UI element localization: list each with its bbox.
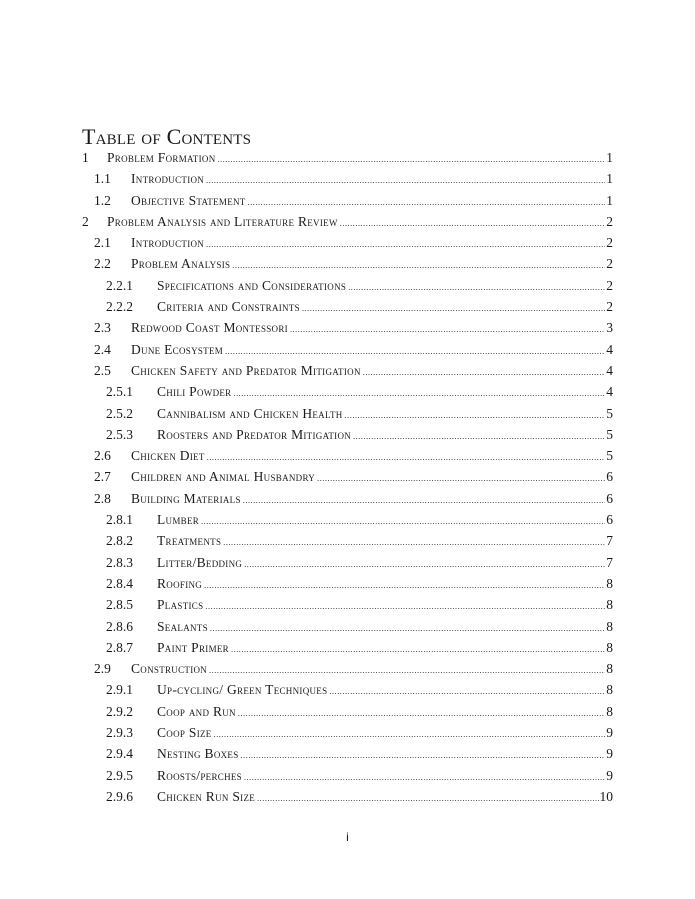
toc-entry[interactable] — [0, 679, 695, 700]
toc-entry[interactable] — [0, 381, 695, 402]
toc-entry-label[interactable]: Construction — [131, 661, 208, 677]
toc-entry-number: 2.8.3 — [106, 554, 133, 570]
toc-entry[interactable] — [0, 424, 695, 445]
toc-entry-line — [131, 168, 613, 191]
toc-entry[interactable] — [0, 552, 695, 573]
toc-entry-line — [157, 679, 613, 702]
toc-entry-line — [157, 786, 613, 809]
toc-entry-line — [157, 743, 613, 766]
toc-entry-page: 2 — [606, 256, 613, 272]
toc-entry-label[interactable]: Redwood Coast Montessori — [131, 320, 288, 336]
toc-entry-number: 2.9 — [94, 661, 111, 677]
toc-dot-leader — [248, 192, 606, 213]
toc-entry-page: 2 — [606, 299, 613, 315]
toc-entry-line — [131, 190, 613, 213]
toc-entry[interactable] — [0, 232, 695, 253]
toc-entry-label[interactable]: Children and Animal Husbandry — [131, 469, 316, 485]
toc-entry[interactable] — [0, 168, 695, 189]
toc-entry-number: 2.5 — [94, 362, 111, 378]
toc-entry-label[interactable]: Coop and Run — [157, 703, 236, 719]
toc-entry-page: 8 — [606, 639, 613, 655]
toc-dot-leader — [348, 277, 605, 298]
toc-entry-line — [131, 232, 613, 255]
toc-entry-line — [131, 360, 613, 383]
toc-entry-label[interactable]: Chicken Safety and Predator Mitigation — [131, 362, 361, 378]
toc-dot-leader — [232, 255, 605, 276]
toc-entry-page: 4 — [606, 341, 613, 357]
toc-entry[interactable] — [0, 147, 695, 168]
toc-entry-label[interactable]: Nesting Boxes — [157, 746, 239, 762]
toc-entry-page: 8 — [606, 703, 613, 719]
toc-entry-page: 8 — [606, 661, 613, 677]
toc-entry-number: 2.1 — [94, 235, 111, 251]
toc-entry[interactable] — [0, 488, 695, 509]
toc-entry-page: 1 — [606, 192, 613, 208]
toc-entry-number: 2.8.1 — [106, 512, 133, 528]
toc-entry-number: 2.6 — [94, 448, 111, 464]
toc-entry-line — [131, 253, 613, 276]
toc-entry-number: 2.8.6 — [106, 618, 133, 634]
toc-entry-page: 6 — [606, 490, 613, 506]
toc-dot-leader — [205, 596, 605, 617]
toc-dot-leader — [233, 383, 605, 404]
toc-entry-page: 8 — [606, 618, 613, 634]
toc-entry-number: 2.4 — [94, 341, 111, 357]
toc-entry-line — [157, 424, 613, 447]
toc-dot-leader — [201, 511, 605, 532]
toc-entry[interactable] — [0, 296, 695, 317]
toc-entry-line — [157, 275, 613, 298]
toc-entry[interactable] — [0, 594, 695, 615]
toc-entry[interactable] — [0, 190, 695, 211]
toc-entry-number: 2 — [82, 213, 89, 229]
toc-entry-page: 2 — [606, 235, 613, 251]
toc-entry-page: 2 — [606, 277, 613, 293]
toc-entry-page: 4 — [606, 362, 613, 378]
toc-title: Table of Contents — [82, 124, 252, 149]
toc-entry-page: 3 — [606, 320, 613, 336]
toc-entry-page: 9 — [606, 767, 613, 783]
toc-dot-leader — [225, 341, 605, 362]
toc-entry[interactable] — [0, 253, 695, 274]
toc-entry[interactable] — [0, 445, 695, 466]
toc-entry[interactable] — [0, 743, 695, 764]
toc-entry-page: 9 — [606, 725, 613, 741]
toc-entry-label[interactable]: Lumber — [157, 512, 200, 528]
toc-entry-line — [157, 403, 613, 426]
toc-entry[interactable] — [0, 786, 695, 807]
toc-entry-label[interactable]: Introduction — [131, 235, 205, 251]
toc-dot-leader — [353, 426, 605, 447]
toc-dot-leader — [206, 234, 605, 255]
toc-entry-page: 5 — [606, 448, 613, 464]
toc-entry[interactable] — [0, 573, 695, 594]
toc-entry-page: 2 — [606, 213, 613, 229]
toc-dot-leader — [244, 767, 605, 788]
toc-entry-number: 2.9.1 — [106, 682, 133, 698]
toc-dot-leader — [257, 788, 598, 809]
toc-entry[interactable] — [0, 466, 695, 487]
toc-entry-page: 6 — [606, 469, 613, 485]
toc-entry-line — [131, 339, 613, 362]
toc-dot-leader — [363, 362, 606, 383]
toc-entry-label[interactable]: Chicken Run Size — [157, 788, 256, 804]
toc-entry-label[interactable]: Problem Analysis and Literature Review — [107, 213, 338, 229]
toc-dot-leader — [340, 213, 606, 234]
toc-entry-line — [131, 445, 613, 468]
toc-entry-number: 2.9.5 — [106, 767, 133, 783]
toc-entry-page: 10 — [599, 788, 613, 804]
toc-entry-number: 2.9.4 — [106, 746, 133, 762]
toc-entry-label[interactable]: Chicken Diet — [131, 448, 205, 464]
toc-entry-number: 2.5.2 — [106, 405, 133, 421]
toc-entry-page: 5 — [606, 405, 613, 421]
toc-entry-line — [157, 616, 613, 639]
toc-dot-leader — [207, 447, 606, 468]
toc-dot-leader — [345, 405, 606, 426]
toc-entry-label[interactable]: Specifications and Considerations — [157, 277, 347, 293]
toc-entry-line — [157, 509, 613, 532]
toc-entry-line — [157, 381, 613, 404]
toc-entry[interactable] — [0, 360, 695, 381]
toc-entry-line — [107, 147, 613, 170]
toc-entry-page: 9 — [606, 746, 613, 762]
toc-entry[interactable] — [0, 403, 695, 424]
toc-entry[interactable] — [0, 339, 695, 360]
toc-entry[interactable] — [0, 616, 695, 637]
footer-page-number: i — [346, 830, 349, 844]
toc-entry[interactable] — [0, 765, 695, 786]
toc-entry-label[interactable]: Problem Analysis — [131, 256, 231, 272]
toc-entry-label[interactable]: Litter/Bedding — [157, 554, 243, 570]
toc-dot-leader — [241, 745, 606, 766]
toc-entry-number: 2.2 — [94, 256, 111, 272]
toc-entry-label[interactable]: Treatments — [157, 533, 222, 549]
toc-entry-number: 1.1 — [94, 171, 111, 187]
toc-entry-number: 2.5.3 — [106, 426, 133, 442]
toc-entry-page: 8 — [606, 597, 613, 613]
toc-entry-line — [107, 211, 613, 234]
toc-entry[interactable] — [0, 637, 695, 658]
toc-entry-line — [157, 573, 613, 596]
toc-entry-number: 2.9.6 — [106, 788, 133, 804]
toc-dot-leader — [218, 149, 606, 170]
toc-entry-label[interactable]: Plastics — [157, 597, 204, 613]
toc-entry-page: 6 — [606, 512, 613, 528]
toc-entry-line — [157, 552, 613, 575]
toc-list — [0, 147, 695, 807]
toc-entry-page: 8 — [606, 575, 613, 591]
toc-entry-number: 2.5.1 — [106, 384, 133, 400]
toc-entry-label[interactable]: Problem Formation — [107, 150, 216, 165]
toc-entry-label[interactable]: Chili Powder — [157, 384, 232, 400]
toc-entry-number: 1.2 — [94, 192, 111, 208]
toc-entry-page: 7 — [606, 554, 613, 570]
toc-entry-line — [157, 765, 613, 788]
toc-entry[interactable] — [0, 658, 695, 679]
toc-entry-page: 8 — [606, 682, 613, 698]
toc-dot-leader — [329, 681, 605, 702]
toc-entry-number: 1 — [82, 150, 89, 165]
toc-dot-leader — [210, 618, 605, 639]
toc-entry-number: 2.8.2 — [106, 533, 133, 549]
toc-dot-leader — [223, 532, 605, 553]
toc-entry[interactable] — [0, 701, 695, 722]
toc-entry-number: 2.9.2 — [106, 703, 133, 719]
toc-entry-label[interactable]: Roosts/perches — [157, 767, 242, 783]
toc-entry-number: 2.2.1 — [106, 277, 133, 293]
toc-dot-leader — [302, 298, 605, 319]
toc-entry-page: 4 — [606, 384, 613, 400]
toc-dot-leader — [204, 575, 605, 596]
toc-dot-leader — [243, 490, 605, 511]
toc-entry-page: 1 — [606, 171, 613, 187]
toc-entry-number: 2.3 — [94, 320, 111, 336]
toc-entry-number: 2.7 — [94, 469, 111, 485]
toc-dot-leader — [209, 660, 605, 681]
toc-entry-line — [131, 658, 613, 681]
toc-entry-page: 1 — [606, 150, 613, 165]
toc-dot-leader — [214, 724, 606, 745]
toc-entry-line — [131, 317, 613, 340]
toc-entry-label[interactable]: Roosters and Predator Mitigation — [157, 426, 352, 442]
toc-dot-leader — [317, 468, 605, 489]
toc-dot-leader — [231, 639, 605, 660]
toc-entry-line — [157, 530, 613, 553]
toc-dot-leader — [290, 319, 605, 340]
toc-entry-number: 2.8.5 — [106, 597, 133, 613]
toc-entry-number: 2.2.2 — [106, 299, 133, 315]
toc-entry-label[interactable]: Objective Statement — [131, 192, 246, 208]
toc-entry-line — [157, 637, 613, 660]
toc-entry-number: 2.9.3 — [106, 725, 133, 741]
toc-entry-line — [157, 594, 613, 617]
toc-entry-number: 2.8 — [94, 490, 111, 506]
toc-entry-label[interactable]: Paint Primer — [157, 639, 229, 655]
toc-entry[interactable] — [0, 211, 695, 232]
toc-dot-leader — [238, 703, 605, 724]
toc-entry-line — [131, 488, 613, 511]
toc-entry-label[interactable]: Coop Size — [157, 725, 212, 741]
toc-entry-number: 2.8.7 — [106, 639, 133, 655]
toc-entry[interactable] — [0, 275, 695, 296]
toc-entry-label[interactable]: Dune Ecosystem — [131, 341, 224, 357]
toc-entry-label[interactable]: Up-cycling/ Green Techniques — [157, 682, 328, 698]
toc-entry-line — [157, 722, 613, 745]
toc-entry-label[interactable]: Criteria and Constraints — [157, 299, 300, 315]
toc-entry-page: 5 — [606, 426, 613, 442]
toc-entry-number: 2.8.4 — [106, 575, 133, 591]
toc-entry[interactable] — [0, 722, 695, 743]
toc-entry-label[interactable]: Sealants — [157, 618, 208, 634]
toc-entry-line — [157, 296, 613, 319]
toc-entry-label[interactable]: Building Materials — [131, 490, 241, 506]
toc-entry[interactable] — [0, 509, 695, 530]
toc-entry-page: 7 — [606, 533, 613, 549]
toc-entry-line — [131, 466, 613, 489]
toc-entry[interactable] — [0, 530, 695, 551]
toc-dot-leader — [206, 170, 605, 191]
toc-entry[interactable] — [0, 317, 695, 338]
toc-entry-label[interactable]: Cannibalism and Chicken Health — [157, 405, 343, 421]
toc-entry-label[interactable]: Roofing — [157, 575, 203, 591]
toc-entry-label[interactable]: Introduction — [131, 171, 205, 187]
toc-dot-leader — [244, 554, 605, 575]
toc-entry-line — [157, 701, 613, 724]
